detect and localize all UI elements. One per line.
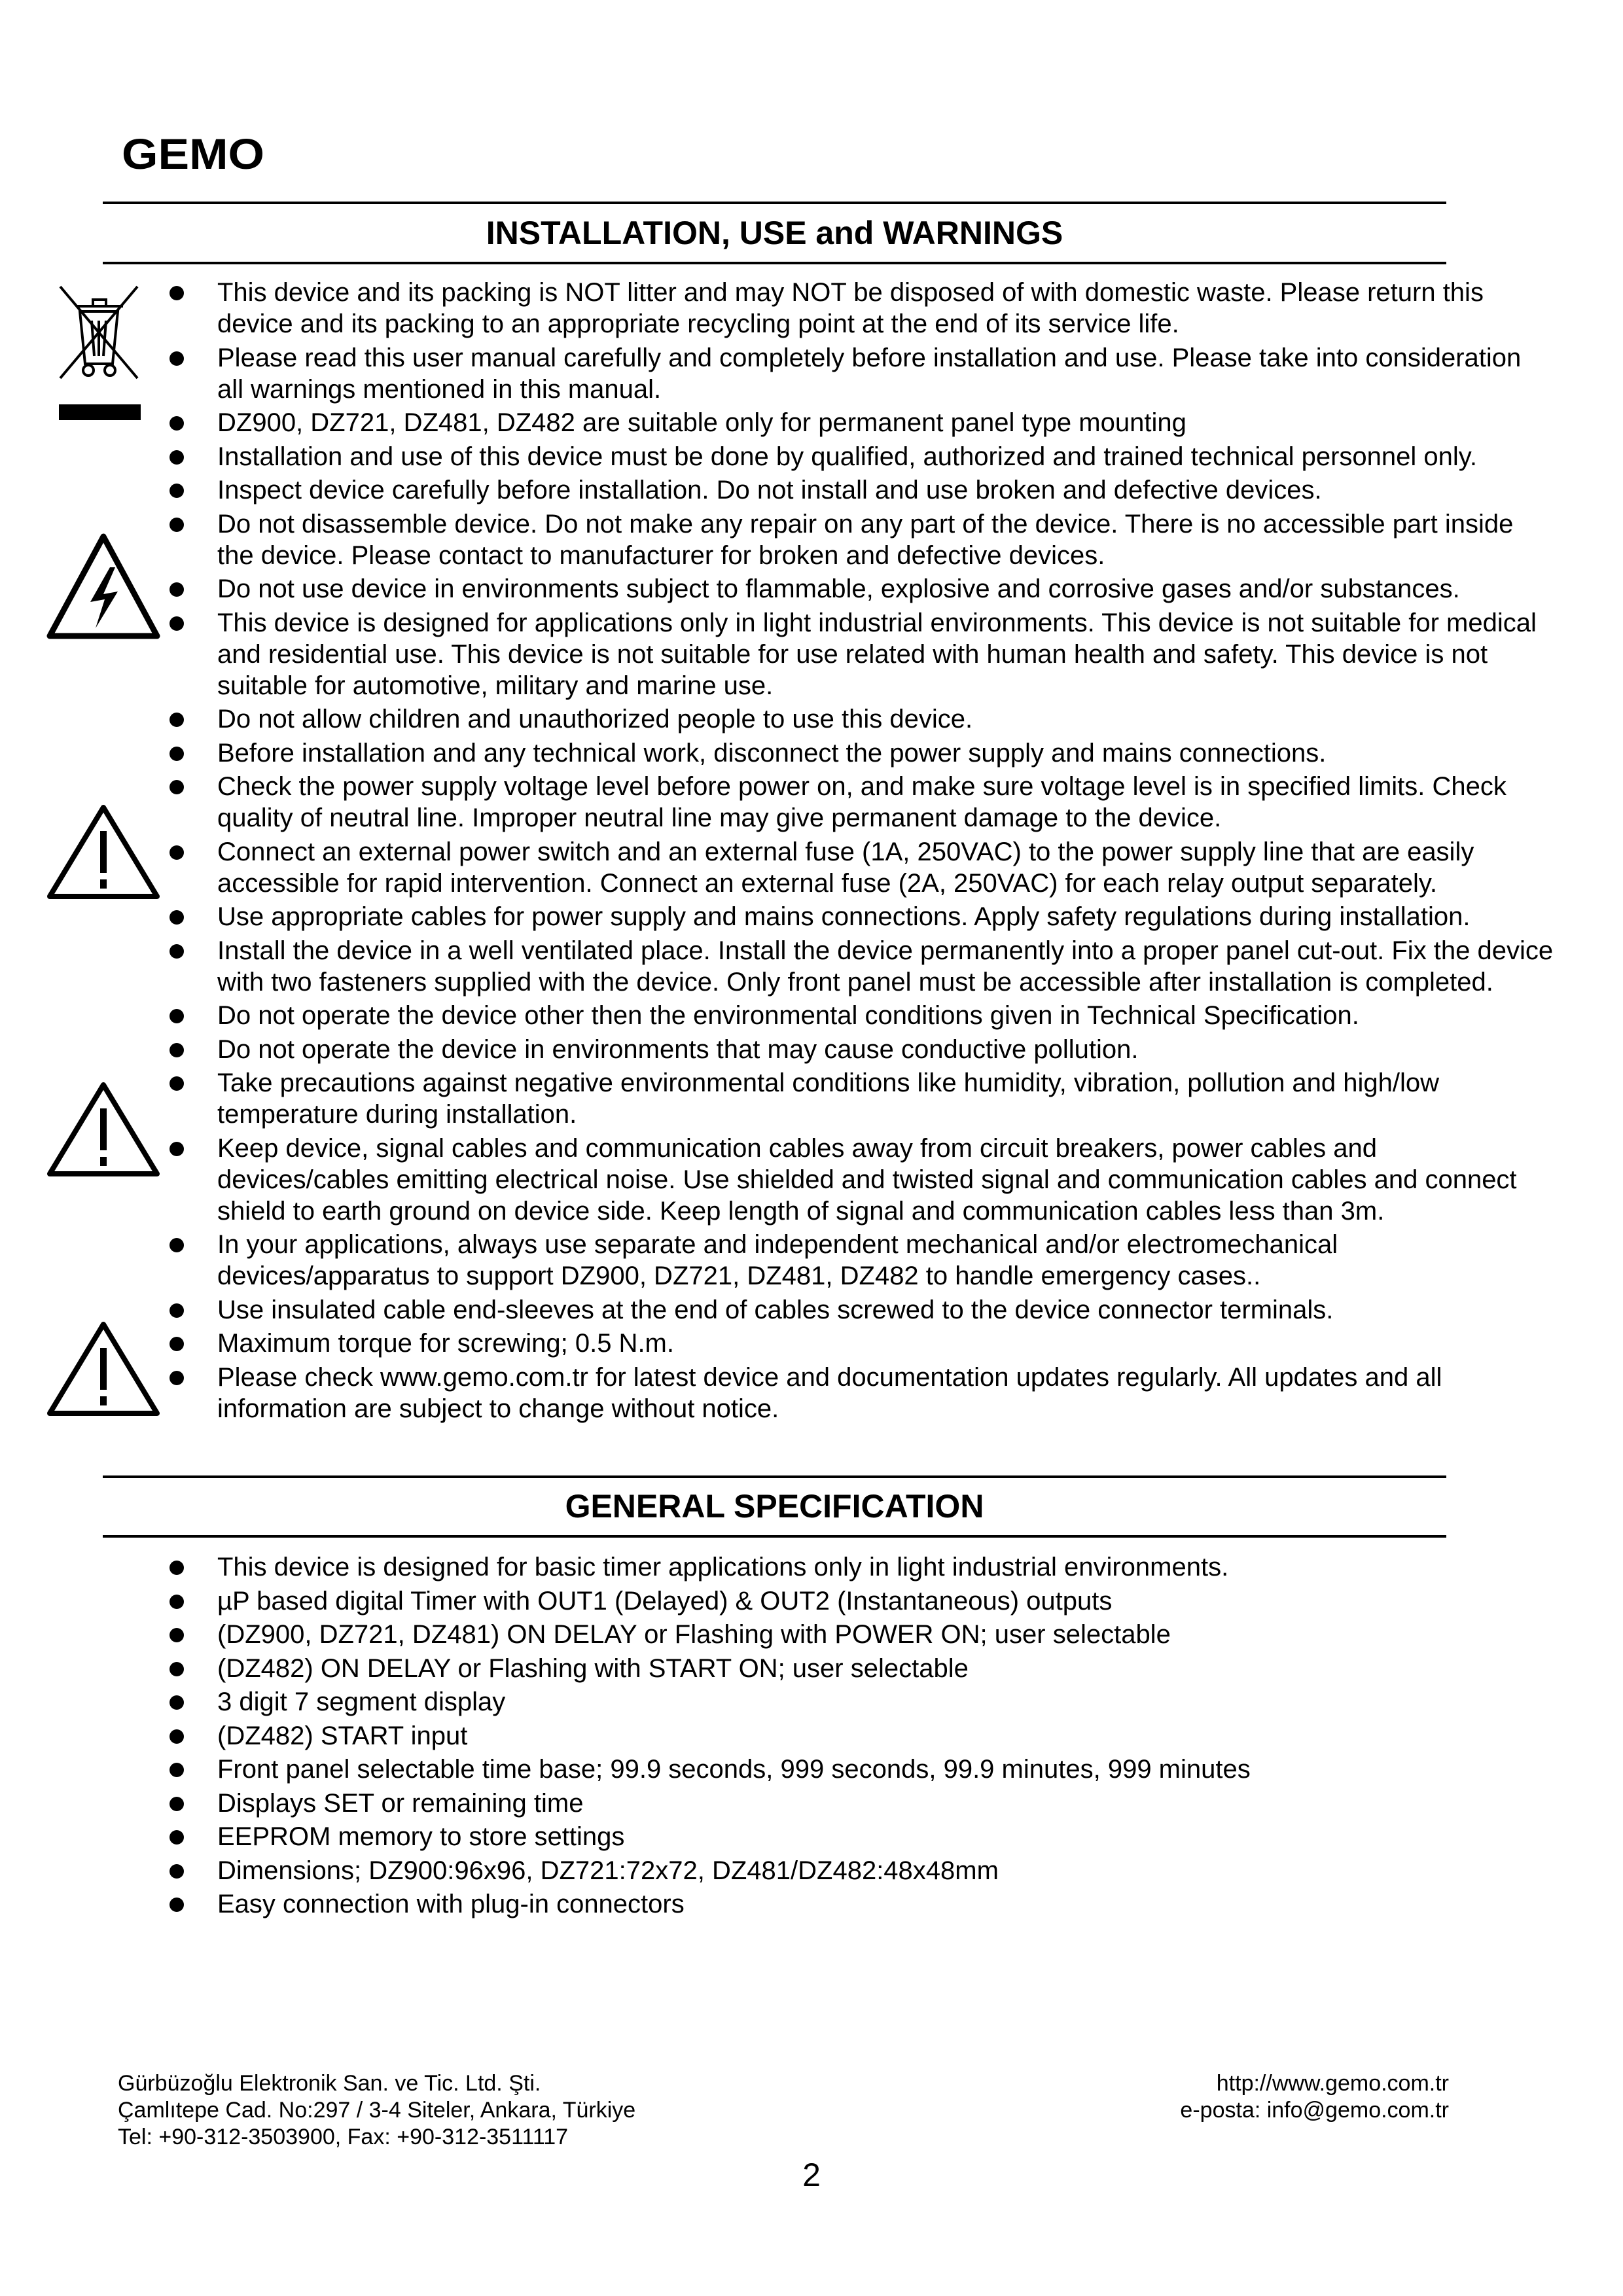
footer-contact <box>1180 2070 1449 2124</box>
installation-title: INSTALLATION, USE and WARNINGS <box>486 215 1063 251</box>
exclamation-warning-icon <box>45 1081 162 1179</box>
crossed-out-wheelie-bin-icon <box>52 280 151 431</box>
list-item: This device is designed for basic timer applications only in light industrial environments. <box>167 1551 1554 1583</box>
list-item: Do not allow children and unauthorized people to use this device. <box>167 703 1554 735</box>
installation-bottom-rule <box>103 262 1446 264</box>
list-item: Check the power supply voltage level before power on, and make sure voltage level is in specified limits. Check quality of neutral line. Improper neutral line may give permanent damage to the device. <box>167 771 1554 834</box>
list-item: Inspect device carefully before installation. Do not install and use broken and defective devices. <box>167 474 1554 506</box>
list-item: Easy connection with plug-in connectors <box>167 1888 1554 1920</box>
list-item: Installation and use of this device must be done by qualified, authorized and trained technical personnel only. <box>167 441 1554 472</box>
exclamation-warning-icon <box>45 804 162 902</box>
list-item: Do not operate the device in environments that may cause conductive pollution. <box>167 1034 1554 1065</box>
general-top-rule <box>103 1475 1446 1478</box>
general-list <box>167 1551 1554 1922</box>
list-item: Front panel selectable time base; 99.9 seconds, 999 seconds, 99.9 minutes, 999 minutes <box>167 1754 1554 1785</box>
list-item: Displays SET or remaining time <box>167 1788 1554 1819</box>
list-item: Please read this user manual carefully and completely before installation and use. Please take into consideration all warnings mentioned in this manual. <box>167 342 1554 405</box>
list-item: This device and its packing is NOT litter and may NOT be disposed of with domestic waste. Please return this device and its packing to an appropriate recycling point at the end of its service life. <box>167 277 1554 340</box>
list-item: Do not disassemble device. Do not make any repair on any part of the device. There is no accessible part inside the device. Please contact to manufacturer for broken and defective devices. <box>167 508 1554 571</box>
general-title: GENERAL SPECIFICATION <box>565 1488 984 1525</box>
exclamation-warning-icon <box>45 1320 162 1419</box>
list-item: Maximum torque for screwing; 0.5 N.m. <box>167 1328 1554 1359</box>
footer-website-link[interactable]: http://www.gemo.com.tr <box>1216 2071 1449 2096</box>
list-item: Do not use device in environments subject to flammable, explosive and corrosive gases and/or substances. <box>167 573 1554 605</box>
list-item: DZ900, DZ721, DZ481, DZ482 are suitable only for permanent panel type mounting <box>167 407 1554 438</box>
list-item: Before installation and any technical work, disconnect the power supply and mains connections. <box>167 737 1554 769</box>
list-item: 3 digit 7 segment display <box>167 1686 1554 1718</box>
list-item: Do not operate the device other then the environmental conditions given in Technical Specification. <box>167 1000 1554 1031</box>
list-item: Install the device in a well ventilated place. Install the device permanently into a proper panel cut-out. Fix the device with two fasteners supplied with the device. Only front panel must be accessible after installation is completed. <box>167 935 1554 998</box>
list-item: µP based digital Timer with OUT1 (Delayed) & OUT2 (Instantaneous) outputs <box>167 1585 1554 1617</box>
high-voltage-warning-icon <box>45 531 162 643</box>
list-item: Use insulated cable end-sleeves at the end of cables screwed to the device connector terminals. <box>167 1294 1554 1326</box>
footer-company-name: Gürbüzoğlu Elektronik San. ve Tic. Ltd. Şti. <box>118 2071 541 2096</box>
footer-email-link[interactable]: e-posta: info@gemo.com.tr <box>1180 2098 1449 2123</box>
list-item: Keep device, signal cables and communication cables away from circuit breakers, power cables and devices/cables emitting electrical noise. Use shielded and twisted signal and communication cables and connect shield to earth ground on device side. Keep length of signal and communication cables less than 3m. <box>167 1133 1554 1227</box>
list-item: Dimensions; DZ900:96x96, DZ721:72x72, DZ481/DZ482:48x48mm <box>167 1855 1554 1886</box>
gemo-logo <box>122 131 266 177</box>
list-item: Please check www.gemo.com.tr for latest device and documentation updates regularly. All updates and all information are subject to change without notice. <box>167 1362 1554 1424</box>
footer-phone-fax: Tel: +90-312-3503900, Fax: +90-312-3511117 <box>118 2125 569 2149</box>
installation-list <box>167 277 1554 1426</box>
general-bottom-rule <box>103 1535 1446 1538</box>
list-item: This device is designed for applications only in light industrial environments. This device is not suitable for medical and residential use. This device is not suitable for use related with human health and safety. This device is not suitable for automotive, military and marine use. <box>167 607 1554 701</box>
list-item: In your applications, always use separate and independent mechanical and/or electromechanical devices/apparatus to support DZ900, DZ721, DZ481, DZ482 to handle emergency cases.. <box>167 1229 1554 1292</box>
list-item: Use appropriate cables for power supply and mains connections. Apply safety regulations during installation. <box>167 901 1554 932</box>
footer-address: Çamlıtepe Cad. No:297 / 3-4 Siteler, Ankara, Türkiye <box>118 2098 636 2123</box>
list-item: (DZ482) ON DELAY or Flashing with START ON; user selectable <box>167 1653 1554 1684</box>
list-item: Connect an external power switch and an external fuse (1A, 250VAC) to the power supply line that are easily accessible for rapid intervention. Connect an external fuse (2A, 250VAC) for each relay output separately. <box>167 836 1554 899</box>
page-number: 2 <box>802 2157 821 2193</box>
list-item: (DZ482) START input <box>167 1720 1554 1752</box>
logo-text: GEMO <box>122 131 264 177</box>
list-item: EEPROM memory to store settings <box>167 1821 1554 1852</box>
installation-top-rule <box>103 202 1446 204</box>
list-item: Take precautions against negative environmental conditions like humidity, vibration, pollution and high/low temperature during installation. <box>167 1067 1554 1130</box>
list-item: (DZ900, DZ721, DZ481) ON DELAY or Flashing with POWER ON; user selectable <box>167 1619 1554 1650</box>
footer-company-info <box>118 2070 635 2151</box>
